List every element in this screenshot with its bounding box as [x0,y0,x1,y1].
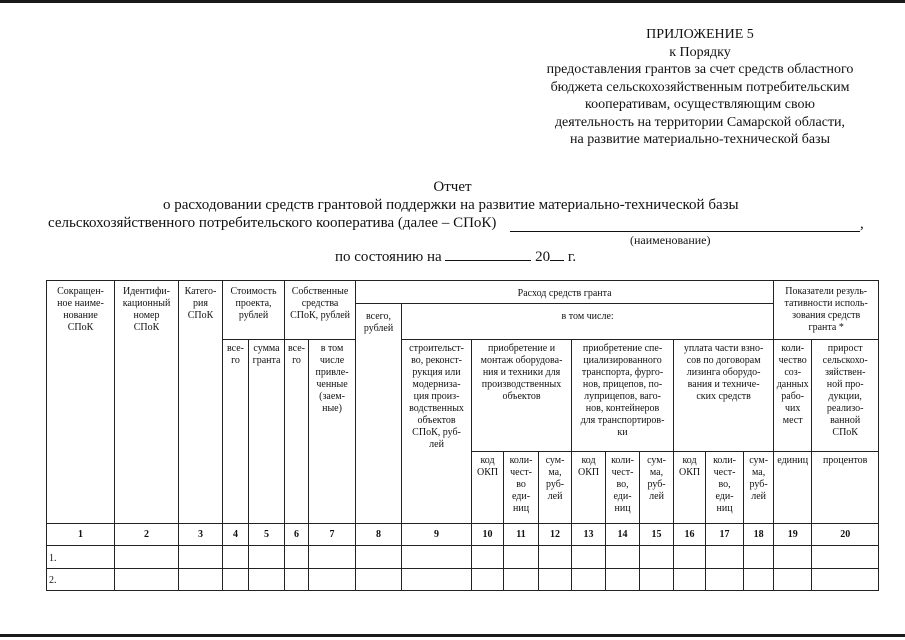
header-construction: строительст- во, реконст- рукция или модерниза- ция произ- водственных объектов СПоК, руб- лей [402,340,472,524]
header-including-borrowed: в том числе привле- ченные (заем- ные) [309,340,356,524]
top-border [0,0,905,3]
column-number: 20 [812,524,879,546]
header-short-name: Сокращен- ное наиме- нование СПоК [47,281,115,524]
header-total: всего, рублей [356,304,402,524]
header-including: в том числе: [402,304,774,340]
table-cell[interactable] [674,569,706,591]
table-cell[interactable] [356,546,402,569]
header-jobs: коли- чество соз- данных рабо- чих мест [774,340,812,452]
comma: , [860,216,864,232]
table-cell[interactable] [179,569,223,591]
table-cell[interactable] [223,569,249,591]
column-number: 8 [356,524,402,546]
header-project-cost: Стоимость проекта, рублей [223,281,285,340]
header-units: единиц [774,452,812,524]
header-growth: прирост сельскохо- зяйствен- ной про- дукции, реализо- ванной СПоК [812,340,879,452]
table-cell[interactable] [606,546,640,569]
header-id: Идентифи- кационный номер СПоК [115,281,179,524]
column-number: 3 [179,524,223,546]
header-leasing: уплата части взно- сов по договорам лизинга оборудо- вания и техниче- ских средств [674,340,774,452]
table-cell[interactable] [640,569,674,591]
header-equipment: приобретение и монтаж оборудова- ния и техники для производственных объектов [472,340,572,452]
table-cell[interactable] [504,569,539,591]
table-cell[interactable] [356,569,402,591]
table-cell[interactable] [812,569,879,591]
name-caption: (наименование) [630,233,711,247]
column-number: 6 [285,524,309,546]
column-number: 1 [47,524,115,546]
header-own-funds: Собственные средства СПоК, рублей [285,281,356,340]
row-number: 2. [47,569,115,591]
header-vsego: все- го [223,340,249,524]
column-numbers-row [47,524,879,546]
table-cell[interactable] [472,569,504,591]
report-title: Отчет [433,179,472,195]
column-number: 13 [572,524,606,546]
table-cell[interactable] [285,546,309,569]
header-kol: коли- чест- во еди- ниц [504,452,539,524]
table-cell[interactable] [640,546,674,569]
column-number: 18 [744,524,774,546]
header-category: Катего- рия СПоК [179,281,223,524]
table-cell[interactable] [472,546,504,569]
bottom-border [0,634,905,637]
header-sum: сум- ма, руб- лей [744,452,774,524]
column-number: 5 [249,524,285,546]
table-cell[interactable] [572,569,606,591]
header-kod-okp: код ОКП [572,452,606,524]
table-cell[interactable] [309,569,356,591]
year-prefix: 20 [535,249,551,265]
column-number: 10 [472,524,504,546]
as-of-prefix: по состоянию на [335,249,442,265]
table-cell[interactable] [115,546,179,569]
appendix-line: предоставления грантов за счет средств областного [546,62,854,77]
table-cell[interactable] [774,569,812,591]
row-number: 1. [47,546,115,569]
table-cell[interactable] [744,546,774,569]
table-cell[interactable] [223,546,249,569]
table-cell[interactable] [115,569,179,591]
table-cell[interactable] [774,546,812,569]
appendix-line: деятельность на территории Самарской области, [554,114,846,130]
report-subtitle: о расходовании средств грантовой поддержки на развитие материально-технической базы [163,197,739,213]
column-number: 4 [223,524,249,546]
table-cell[interactable] [606,569,640,591]
appendix-header [520,26,880,149]
column-number: 12 [539,524,572,546]
as-of-date-line [335,248,576,266]
appendix-line: бюджета сельскохозяйственным потребительским [550,79,850,95]
appendix-title: ПРИЛОЖЕНИЕ 5 [646,27,754,42]
table-cell[interactable] [402,546,472,569]
header-sum: сум- ма, руб- лей [539,452,572,524]
header-kol: коли- чест- во, еди- ниц [606,452,640,524]
table-cell[interactable] [179,546,223,569]
table-cell[interactable] [504,546,539,569]
header-transport: приобретение спе- циализированного транспорта, фурго- нов, прицепов, по- луприцепов, ваго- нов, контейнеров для транспортиров- ки [572,340,674,452]
table-cell[interactable] [249,546,285,569]
header-vsego: все- го [285,340,309,524]
column-number: 14 [606,524,640,546]
table-cell[interactable] [812,546,879,569]
header-kol: коли- чест- во, еди- ниц [706,452,744,524]
table-cell[interactable] [539,546,572,569]
table-cell[interactable] [706,546,744,569]
table-cell[interactable] [249,569,285,591]
table-cell[interactable] [706,569,744,591]
table-row [47,546,879,569]
column-number: 9 [402,524,472,546]
column-number: 2 [115,524,179,546]
table-row [47,569,879,591]
header-grant-spend: Расход средств гранта [356,281,774,304]
table-cell[interactable] [309,546,356,569]
appendix-line: на развитие материально-технической базы [570,132,830,147]
table-cell[interactable] [285,569,309,591]
column-number: 19 [774,524,812,546]
name-fill-line[interactable] [510,231,860,232]
header-sum: сум- ма, руб- лей [640,452,674,524]
column-number: 17 [706,524,744,546]
year-blank[interactable] [550,248,564,261]
table-cell[interactable] [402,569,472,591]
header-kod-okp: код ОКП [674,452,706,524]
header-summa-granta: сумма гранта [249,340,285,524]
table-cell[interactable] [744,569,774,591]
appendix-line: к Порядку [669,44,731,60]
report-table [46,280,879,591]
table-cell[interactable] [674,546,706,569]
header-kod-okp: код ОКП [472,452,504,524]
date-blank[interactable] [445,248,531,261]
header-percent: процентов [812,452,879,524]
table-cell[interactable] [539,569,572,591]
column-number: 7 [309,524,356,546]
column-number: 16 [674,524,706,546]
header-indicators: Показатели резуль- тативности исполь- зования средств гранта * [774,281,879,340]
column-number: 15 [640,524,674,546]
table-cell[interactable] [572,546,606,569]
as-of-suffix: г. [567,249,577,265]
column-number: 11 [504,524,539,546]
appendix-line: кооперативам, осуществляющим свою [585,97,815,112]
report-cooperative-line: сельскохозяйственного потребительского кооператива (далее – СПоК) [48,215,497,231]
